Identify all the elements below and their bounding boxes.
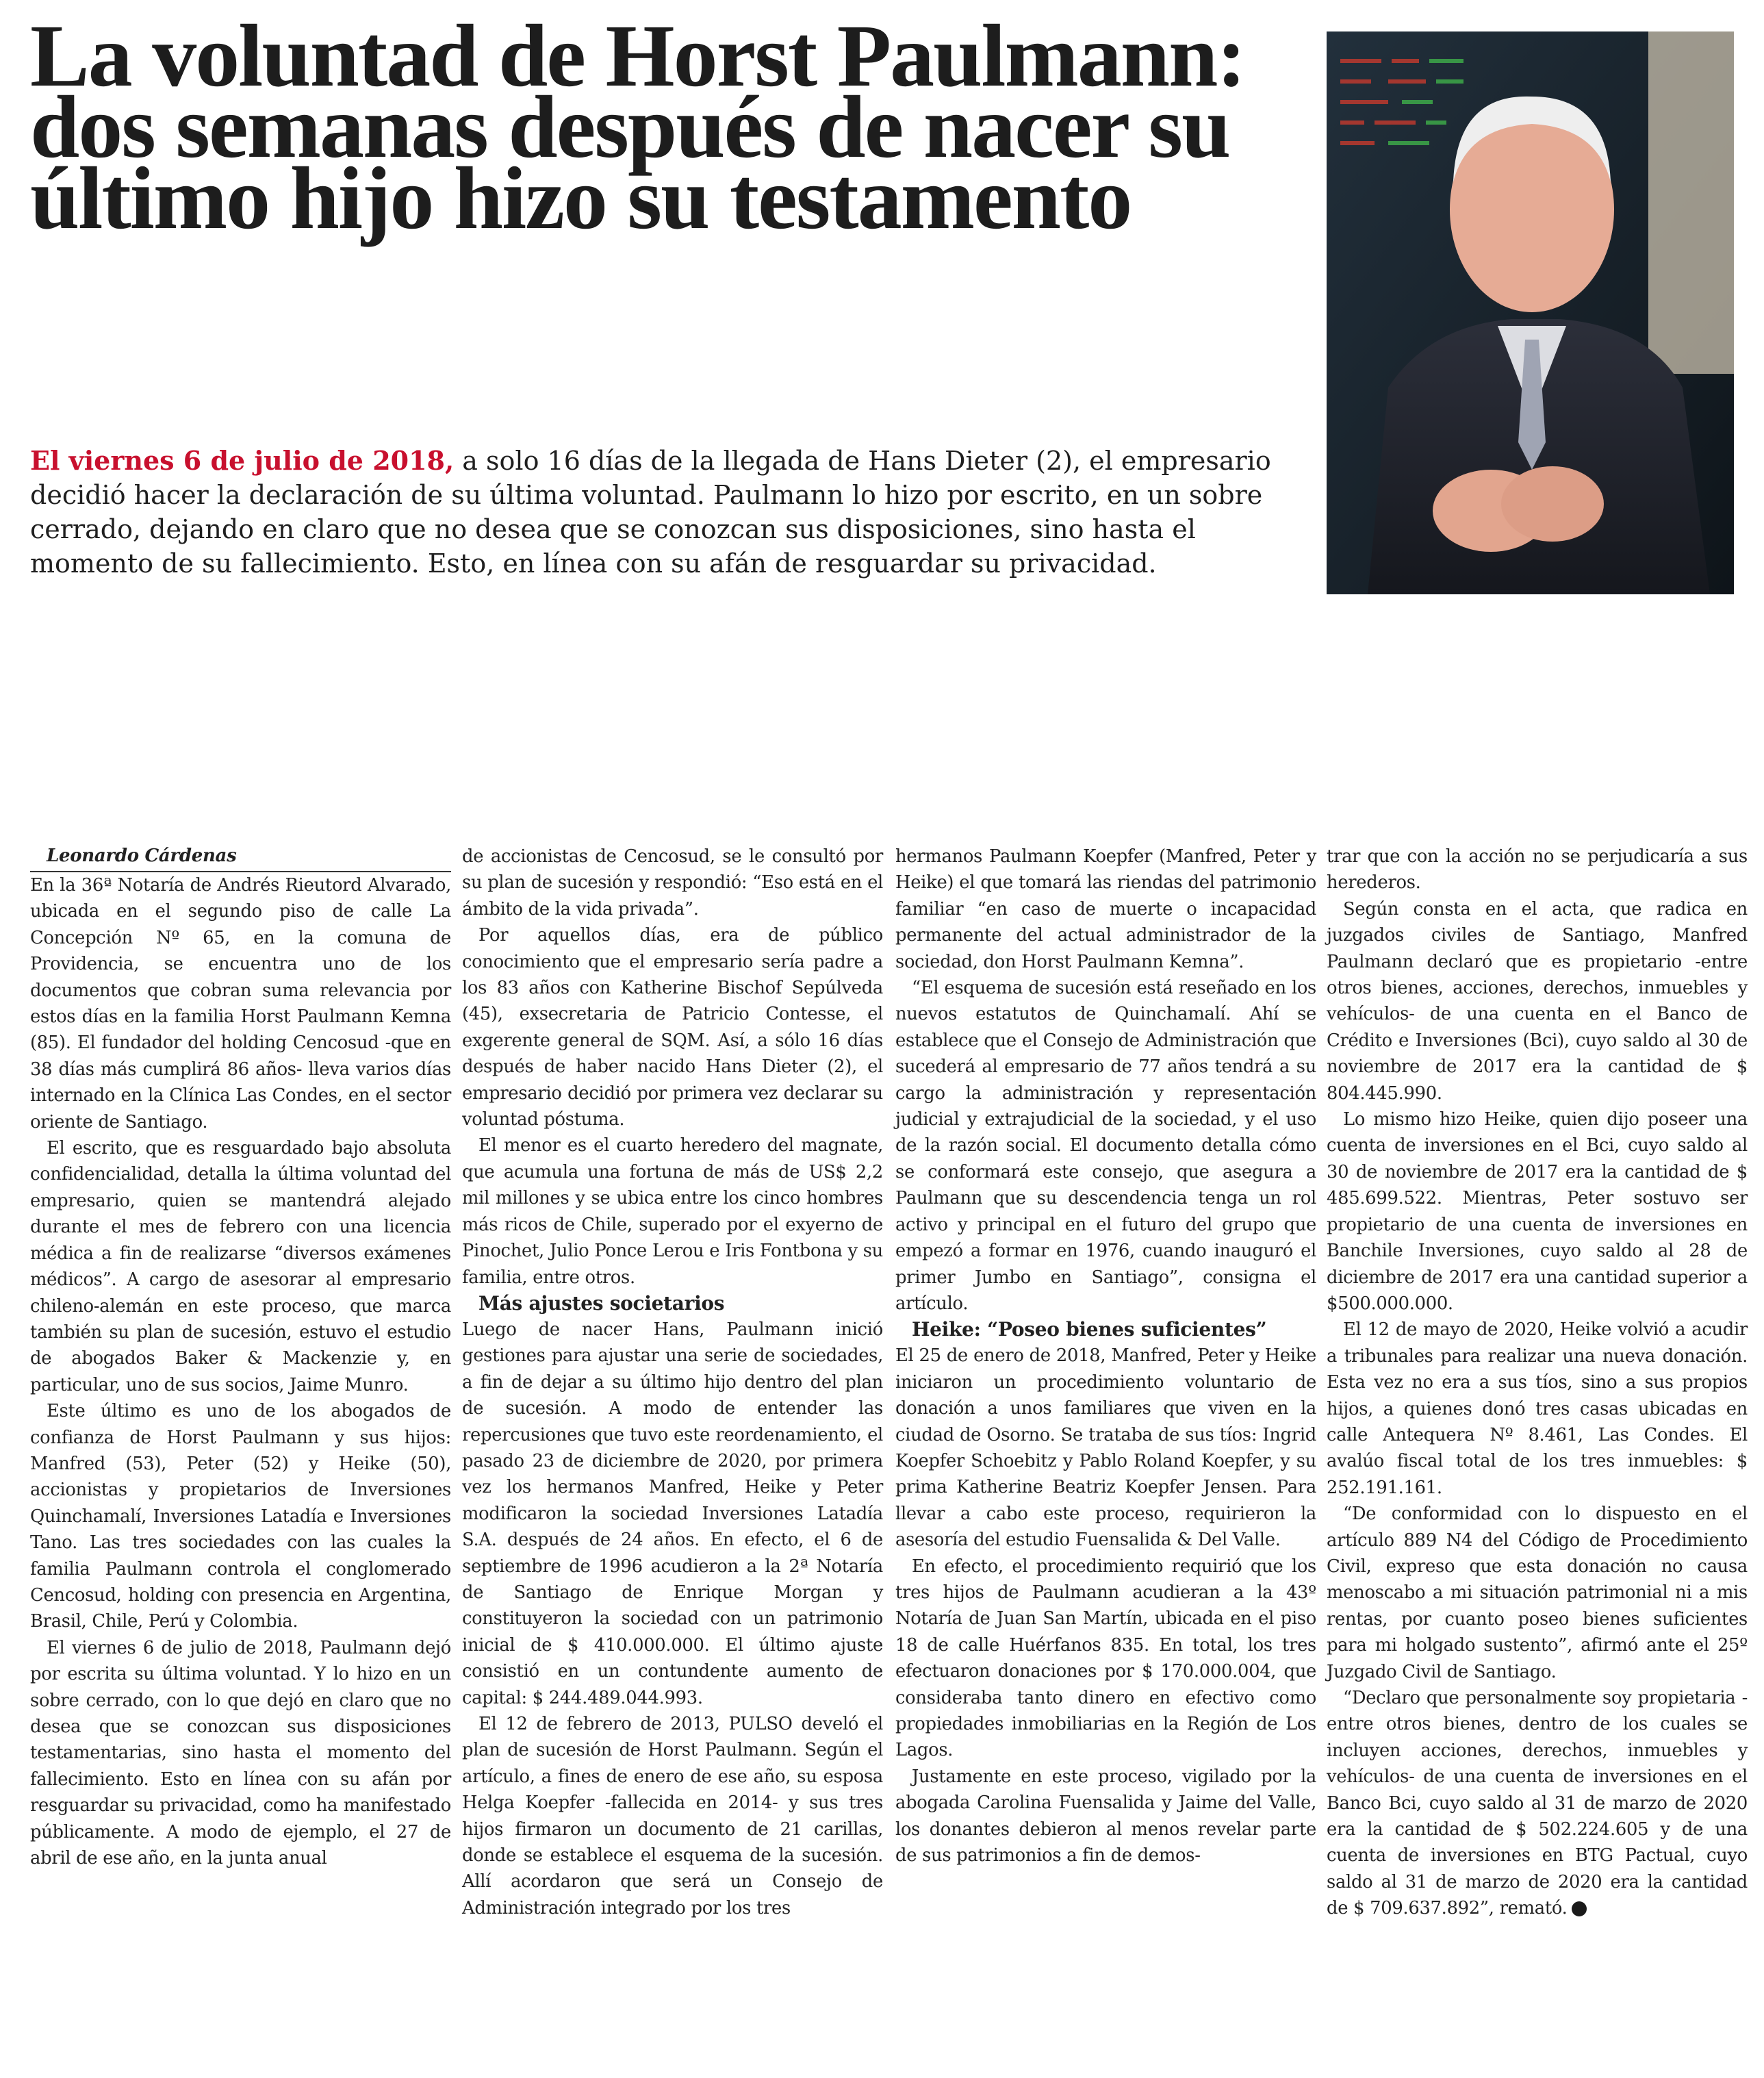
paragraph: Lo mismo hizo Heike, quien dijo poseer una cuenta de inversiones en el Bci, cuyo saldo al 30 de noviembre de 2017 era la cantidad de $ 485.699.522. Mientras, Peter sostuvo ser propietario de una cuenta de inversiones en Banchile Inversiones, cuyo saldo al 28 de diciembre de 2017 era una cantidad superior a $500.000.000. bbox=[1327, 1109, 1748, 1314]
paragraph: trar que con la acción no se perjudicaría a sus herederos. bbox=[1327, 846, 1748, 894]
paragraph: Justamente en este proceso, vigilado por la abogada Carolina Fuensalida y Jaime del Valle, los donantes debieron al menos revelar parte de sus patrimonios a fin de demos- bbox=[895, 1766, 1316, 1866]
paragraph: El 12 de mayo de 2020, Heike volvió a acudir a tribunales para realizar una nueva donación. Esta vez no era a sus tíos, sino a sus propios hijos, a quienes donó tres casas ubicadas en calle Antequera Nº 8.461, Las Condes. El avalúo fiscal total de los tres inmuebles: $ 252.191.161. bbox=[1327, 1319, 1748, 1498]
paragraph: “De conformidad con lo dispuesto en el artículo 889 N4 del Código de Procedimiento Civil, expreso que esta donación no causa menoscabo a mi situación patrimonial ni a mis rentas, por cuanto poseo bienes suficientes para mi holgado sustento”, afirmó ante el 25º Juzgado Civil de Santiago. bbox=[1327, 1504, 1748, 1682]
portrait-photo bbox=[1327, 31, 1734, 594]
paragraph: El 12 de febrero de 2013, PULSO develó el plan de sucesión de Horst Paulmann. Según el artículo, a fines de enero de ese año, su esposa Helga Koepfer -fallecida en 2014- y sus tres hijos firmaron un documento de 21 carillas, donde se establece el esquema de la sucesión. Allí acordaron que será un Consejo de Administración integrado por los tres bbox=[462, 1714, 883, 1918]
lede-text: a solo 16 días de la llegada de Hans Dieter (2), el empresario decidió hacer la declaración de su última voluntad. Paulmann lo hizo por escrito, en un sobre cerrado, dejando en claro que no desea que se conozcan sus disposiciones, sino hasta el momento de su fallecimiento. Esto, en línea con su afán de resguardar su privacidad. bbox=[30, 446, 1271, 579]
paragraph-text: “Declaro que personalmente soy propietaria -entre otros bienes, dentro de los cuales se incluyen acciones, derechos, inmuebles y vehículos- de una cuenta de inversiones en el Banco Bci, cuyo saldo al 31 de marzo de 2020 era la cantidad de $ 502.224.605 y de una cuenta de inversiones en BTG Pactual, cuyo saldo al 31 de marzo de 2020 era la cantidad de $ 709.637.892”, remató. bbox=[1327, 1688, 1748, 1919]
column-1 bbox=[30, 844, 451, 2062]
paragraph: Por aquellos días, era de público conocimiento que el empresario sería padre a los 83 años con Katherine Bischof Sepúlveda (45), exsecretaria de Patricio Contesse, el exgerente general de SQM. Así, a sólo 16 días después de haber nacido Hans Dieter (2), el empresario decidió por primera vez declarar su voluntad póstuma. bbox=[462, 925, 883, 1130]
paragraph: Este último es uno de los abogados de confianza de Horst Paulmann y sus hijos: Manfred (53), Peter (52) y Heike (50), accionistas y propietarios de Inversiones Quinchamalí, Inversiones Latadía e Inversiones Tano. Las tres sociedades con las cuales la familia Paulmann controla el conglomerado Cencosud, holding con presencia en Argentina, Brasil, Chile, Perú y Colombia. bbox=[30, 1401, 451, 1632]
column-3 bbox=[895, 844, 1316, 2062]
subheading: Heike: “Poseo bienes suficientes” bbox=[912, 1318, 1267, 1341]
paragraph: hermanos Paulmann Koepfer (Manfred, Peter y Heike) el que tomará las riendas del patrimonio familiar “en caso de muerte o incapacidad permanente del actual administrador de la sociedad, don Horst Paulmann Kemna”. bbox=[895, 846, 1316, 972]
paragraph: En la 36ª Notaría de Andrés Rieutord Alvarado, ubicada en el segundo piso de calle La Concepción Nº 65, en la comuna de Providencia, se encuentra uno de los documentos que cobran suma relevancia por estos días en la familia Horst Paulmann Kemna (85). El fundador del holding Cencosud -que en 38 días más cumplirá 86 años- lleva varios días internado en la Clínica Las Condes, en el sector oriente de Santiago. bbox=[30, 875, 451, 1132]
byline: Leonardo Cárdenas bbox=[30, 844, 451, 872]
lede bbox=[30, 444, 1317, 581]
paragraph: El menor es el cuarto heredero del magnate, que acumula una fortuna de más de US$ 2,2 mil millones y se ubica entre los cinco hombres más ricos de Chile, superado por el exyerno de Pinochet, Julio Ponce Lerou e Iris Fontbona y su familia, entre otros. bbox=[462, 1135, 883, 1288]
lede-highlight: El viernes 6 de julio de 2018, bbox=[30, 445, 455, 476]
column-4 bbox=[1327, 844, 1748, 2062]
end-mark-icon bbox=[1572, 1901, 1587, 1916]
column-2 bbox=[462, 844, 883, 2062]
subheading: Más ajustes societarios bbox=[478, 1291, 725, 1315]
paragraph: En efecto, el procedimiento requirió que los tres hijos de Paulmann acudieran a la 43º Notaría de Juan San Martín, ubicada en el piso 18 de calle Huérfanos 835. En total, los tres efectuaron donaciones por $ 170.000.004, que consideraba tanto dinero en efectivo como propiedades inmobiliarias en la Región de Los Lagos. bbox=[895, 1556, 1316, 1761]
paragraph: “El esquema de sucesión está reseñado en los nuevos estatutos de Quinchamalí. Ahí se establece que el Consejo de Administración que sucederá al empresario de 77 años tendrá a su cargo la administración y representación judicial y extrajudicial de la sociedad, y el uso de la razón social. El documento detalla cómo se conformará este consejo, que asegura a Paulmann que su descendencia tenga un rol activo y principal en el futuro del grupo que empezó a formar en 1976, cuando inauguró el primer Jumbo en Santiago”, consigna el artículo. bbox=[895, 978, 1316, 1314]
paragraph: El escrito, que es resguardado bajo absoluta confidencialidad, detalla la última voluntad del empresario, quien se mantendrá alejado durante el mes de febrero con una licencia médica a fin de realizarse “diversos exámenes médicos”. A cargo de asesorar al empresario chileno-alemán en este proceso, que marca también su plan de sucesión, estuvo el estudio de abogados Baker & Mackenzie y, en particular, uno de sus socios, Jaime Munro. bbox=[30, 1138, 451, 1395]
paragraph: Según consta en el acta, que radica en juzgados civiles de Santiago, Manfred Paulmann declaró que es propietario -entre otros bienes, acciones, derechos, inmuebles y vehículos- de una cuenta en el Banco de Crédito e Inversiones (Bci), cuyo saldo al 30 de noviembre de 2017 era la cantidad de $ 804.445.990. bbox=[1327, 898, 1748, 1104]
headline: La voluntad de Horst Paulmann: dos semanas después de nacer su último hijo hizo su testamento bbox=[30, 7, 1245, 248]
paragraph: El 25 de enero de 2018, Manfred, Peter y Heike iniciaron un procedimiento voluntario de donación a unos familiares que viven en la ciudad de Osorno. Se trataba de sus tíos: Ingrid Koepfer Schoebitz y Pablo Roland Koepfer, y su prima Katherine Beatriz Koepfer Jensen. Para llevar a cabo este proceso, requirieron la asesoría del estudio Fuensalida & Del Valle. bbox=[895, 1345, 1316, 1551]
paragraph: de accionistas de Cencosud, se le consultó por su plan de sucesión y respondió: “Eso está en el ámbito de la vida privada”. bbox=[462, 846, 883, 920]
paragraph-last bbox=[1327, 1685, 1748, 1922]
paragraph: El viernes 6 de julio de 2018, Paulmann dejó por escrita su última voluntad. Y lo hizo en un sobre cerrado, con lo que dejó en claro que no desea que se conozcan sus disposiciones testamentarias, sino hasta el momento del fallecimiento. Esto en línea con su afán por resguardar su privacidad, como ha manifestado públicamente. A modo de ejemplo, el 27 de abril de ese año, en la junta anual bbox=[30, 1637, 451, 1869]
paragraph: Luego de nacer Hans, Paulmann inició gestiones para ajustar una serie de sociedades, a fin de dejar a su último hijo dentro del plan de sucesión. A modo de entender las repercusiones que tuvo este reordenamiento, el pasado 23 de diciembre de 2020, por primera vez los hermanos Manfred, Heike y Peter modificaron la sociedad Inversiones Latadía S.A. después de 24 años. En efecto, el 6 de septiembre de 1996 acudieron a la 2ª Notaría de Santiago de Enrique Morgan y constituyeron la sociedad con un patrimonio inicial de $ 410.000.000. El último ajuste consistió en un contundente aumento de capital: $ 244.489.044.993. bbox=[462, 1319, 883, 1708]
